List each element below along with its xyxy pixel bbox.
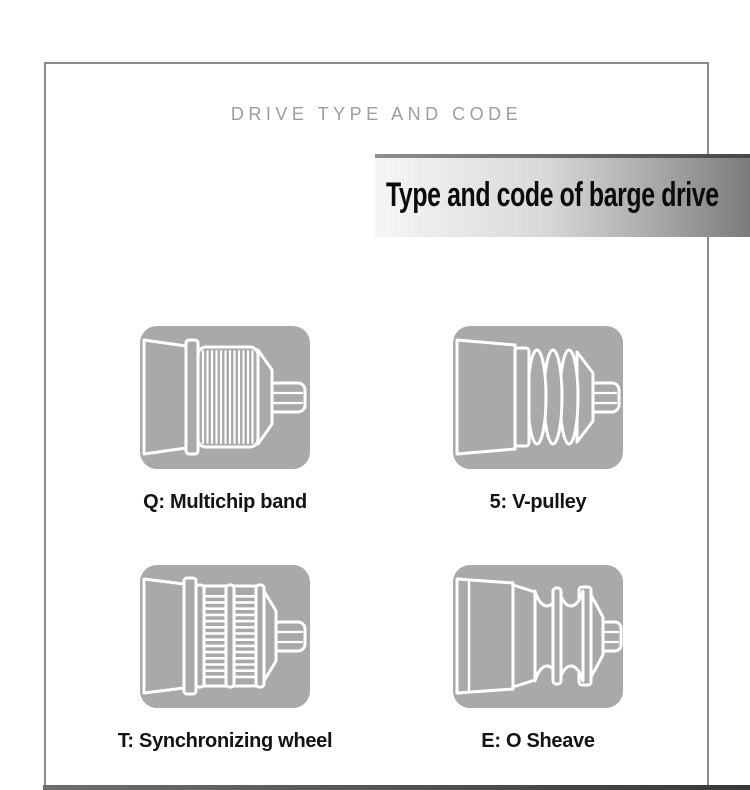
drive-type-card-o-sheave (453, 565, 623, 753)
drive-type-label: 5: V-pulley (489, 491, 587, 513)
drive-type-card-multichip-band (140, 326, 310, 514)
toothed-wheel (196, 585, 264, 687)
v-grooves (528, 350, 578, 444)
section-title: DRIVE TYPE AND CODE (230, 104, 523, 124)
drive-type-card-v-pulley (453, 326, 623, 514)
shaft (269, 383, 305, 412)
o-grooves (535, 588, 583, 684)
bottom-banner-edge (43, 785, 750, 790)
motor-body (144, 579, 184, 693)
motor-body (144, 340, 186, 454)
shaft (273, 622, 305, 651)
multichip-band-section (198, 347, 258, 447)
drive-type-card-synchronizing-wheel (117, 565, 333, 753)
flange (186, 340, 198, 454)
o-sheave-illustration (453, 565, 623, 708)
neck (513, 585, 535, 687)
drive-type-label: E: O Sheave (481, 730, 595, 752)
multichip-band-illustration (140, 326, 310, 469)
flange (515, 348, 529, 446)
flange (184, 578, 196, 694)
v-pulley-illustration (453, 326, 623, 469)
drive-type-label: T: Synchronizing wheel (117, 730, 333, 752)
banner-title: Type and code of barge drive (385, 176, 719, 214)
banner (375, 154, 750, 237)
drive-type-label: Q: Multichip band (143, 491, 307, 513)
synchronizing-wheel-illustration (140, 565, 310, 708)
motor-body (457, 340, 515, 454)
motor-body (457, 579, 513, 693)
